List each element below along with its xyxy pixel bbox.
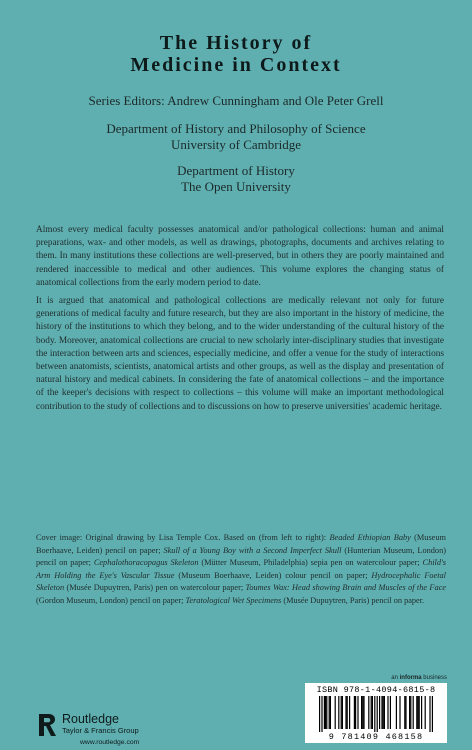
barcode-bar <box>379 696 380 729</box>
barcode-bar <box>361 696 362 729</box>
barcode-bar <box>371 696 372 729</box>
publisher-url[interactable]: www.routledge.com <box>80 739 140 746</box>
barcode-bar <box>362 696 363 729</box>
barcode-bar <box>404 696 405 729</box>
affiliation1-line1: Department of History and Philosophy of Science <box>106 121 366 136</box>
cover-credits <box>36 532 446 608</box>
barcode-bar <box>325 696 326 729</box>
informa-business-tag <box>372 675 447 681</box>
credit-work-title: Skull of a Young Boy with a Second Imperfect Skull <box>163 545 342 555</box>
barcode-bar <box>330 696 331 729</box>
barcode-bar <box>357 696 358 729</box>
barcode-bar <box>354 696 355 729</box>
barcode-bar <box>417 696 418 729</box>
barcode-bar <box>387 696 388 729</box>
barcode-bar <box>342 696 343 729</box>
barcode-bar <box>335 696 336 729</box>
barcode-bar <box>363 696 364 729</box>
barcode-bar <box>432 696 433 732</box>
barcode-bar <box>419 696 420 729</box>
affiliation2-line1: Department of History <box>177 163 295 178</box>
publisher-name: Routledge <box>62 712 119 726</box>
barcode-bar <box>338 696 339 729</box>
informa-prefix: an <box>391 675 400 681</box>
barcode-image <box>315 696 437 732</box>
credit-work-title: Cephalothoracopagus Skeleton <box>93 558 199 568</box>
isbn-label: ISBN 978-1-4094-6815-8 <box>316 685 436 695</box>
barcode-bar <box>345 696 346 729</box>
barcode-bar <box>349 696 350 729</box>
isbn-barcode <box>305 683 447 743</box>
barcode-bar <box>324 696 325 729</box>
barcode-bar <box>396 696 397 729</box>
barcode-bar <box>384 696 385 729</box>
credit-work-detail: (Gordon Museum, London) pencil on paper; <box>36 595 186 605</box>
series-title-line2: Medicine in Context <box>130 54 342 76</box>
barcode-bar <box>399 696 400 729</box>
barcode-bar <box>368 696 369 729</box>
barcode-bar <box>377 696 378 732</box>
series-title-line1: The History of <box>159 32 313 54</box>
barcode-bar <box>372 696 373 729</box>
barcode-bar <box>421 696 422 729</box>
informa-suffix: business <box>421 675 447 681</box>
barcode-bar <box>416 696 417 729</box>
credit-work-title: Beaded Ethiopian Baby <box>329 533 411 542</box>
barcode-bar <box>405 696 406 729</box>
credit-work-detail: (Museum Boerhaave, Leiden) pencil on paper; <box>36 533 446 555</box>
affiliation1-line2: University of Cambridge <box>171 137 301 152</box>
credit-work-title: Child's Arm Holding the Eye's Vascular Tissue <box>36 558 446 580</box>
affiliation2-line2: The Open University <box>181 179 291 194</box>
barcode-bar <box>409 696 410 729</box>
credit-work-detail: (Musée Dupuytren, Paris) pencil on paper. <box>281 595 425 605</box>
credit-work-title: Toumes Wax: Head showing Brain and Muscles of the Face <box>245 583 446 593</box>
blurb-paragraph-1: Almost every medical faculty possesses anatomical and/or pathological collections: human and animal preparations, wax- and other models, as well as drawings, photographs, documents and archives relating to them. In many institutions these collections are well-preserved, but in others they are poorly maintained and rendered inaccessible to medical and other audiences. This volume explores the changing status of anatomical collections from the early modern period to date. <box>36 225 444 288</box>
barcode-bar <box>413 696 414 729</box>
barcode-bar <box>355 696 356 729</box>
barcode-bar <box>321 696 322 732</box>
barcode-bar <box>383 696 384 729</box>
barcode-bar <box>347 696 348 729</box>
barcode-bar <box>341 696 342 729</box>
credit-work-detail: (Hunterian Museum, London) pencil on paper; <box>36 545 446 568</box>
credit-work-detail: (Mütter Museum, Philadelphia) sepia pen on watercolour paper; <box>198 558 423 568</box>
publisher-group: Taylor & Francis Group <box>62 726 139 735</box>
barcode-bar <box>390 696 391 729</box>
credit-work-detail: (Museum Boerhaave, Leiden) colour pencil on paper; <box>174 570 372 580</box>
credit-work-title: Teratological Wet Specimens <box>185 595 282 605</box>
barcode-bar <box>425 696 426 729</box>
barcode-bar <box>410 696 411 729</box>
barcode-digits: 9 781409 468158 <box>328 732 424 742</box>
barcode-bar <box>329 696 330 729</box>
barcode-bar <box>374 696 375 732</box>
blurb-paragraph-2: It is argued that anatomical and pathological collections are medically relevant not only for future generations of medical faculty and future research, but they are also important in the history of medicine, the history of the institutions to which they belong, and to the wider understanding of the cultural history of the body. Moreover, anatomical collections are crucial to new scholarly inter-disciplinary studies that investigate the interaction between arts and sciences, especially medicine, and offer a venue for the study of interactions between anatomists, scientists, anatomical artists and other groups, as well as the display and presentation of natural history and medical cabinets. In considering the fate of anatomical collections – and the importance of the keeper's decisions with respect to collections – this volume will make an important methodological contribution to the study of collections and to discussions on how to preserve universities' academic heritage. <box>36 296 444 412</box>
barcode-bar <box>381 696 382 729</box>
series-editors: Series Editors: Andrew Cunningham and Ole Peter Grell <box>88 93 384 108</box>
informa-brand: informa <box>399 675 422 681</box>
credit-work-title: Hydrocephalic Foetal Skeleton <box>36 570 446 593</box>
credit-work-detail: (Musée Dupuytren, Paris) pen on watercolour paper; <box>64 583 246 593</box>
barcode-bar <box>326 696 327 729</box>
barcode-bar <box>429 696 430 732</box>
credits-intro: Cover image: Original drawing by Lisa Temple Cox. Based on (from left to right): <box>36 533 330 542</box>
barcode-bar <box>319 696 320 732</box>
routledge-logo-icon <box>36 712 58 738</box>
